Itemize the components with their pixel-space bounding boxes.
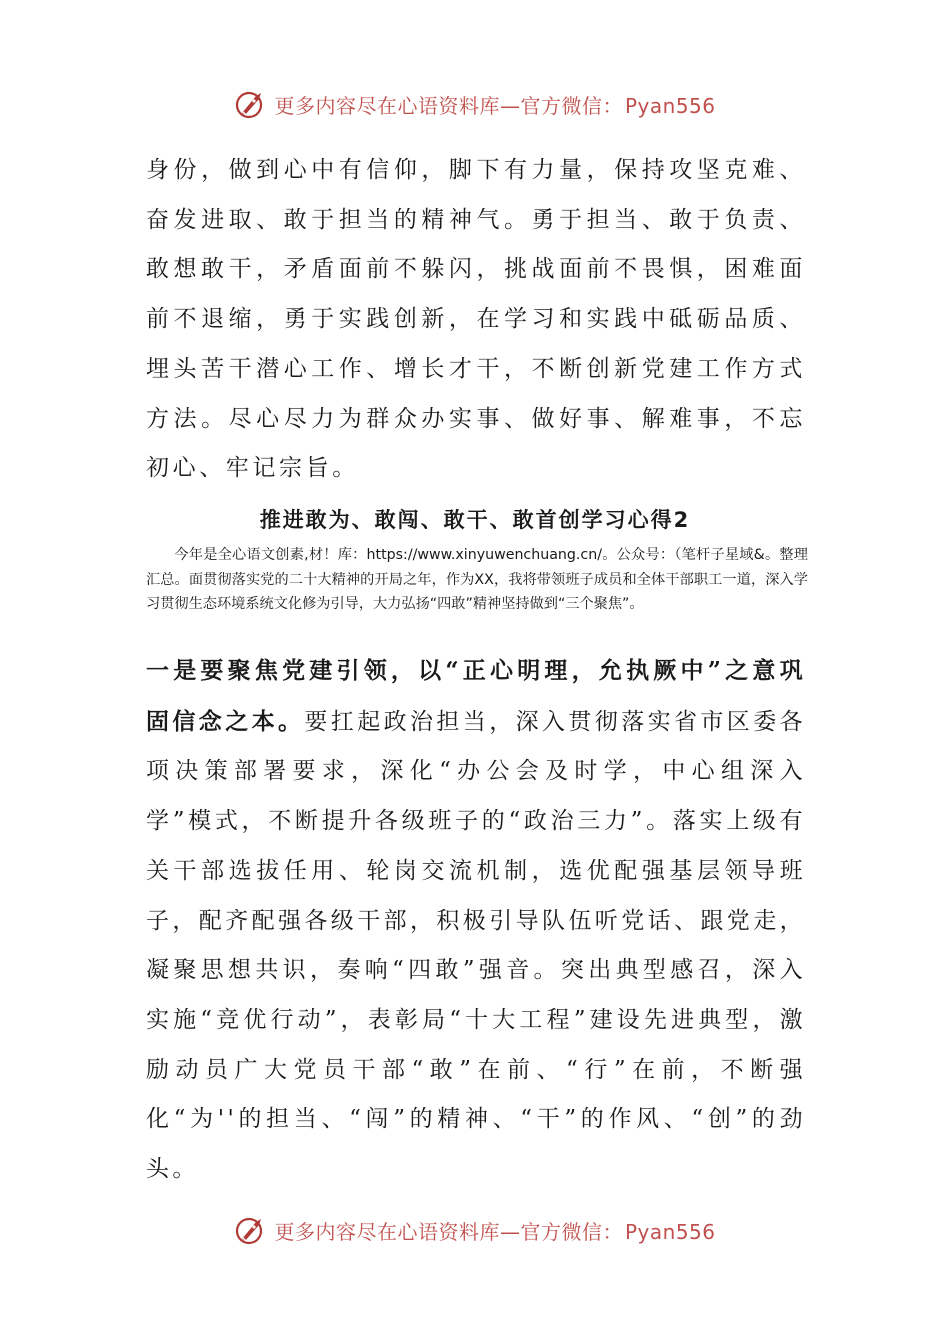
pen-nib-logo-icon (234, 1213, 268, 1247)
header-banner (0, 84, 950, 124)
pen-nib-logo-icon (234, 87, 268, 121)
intro-paragraph: 今年是全心语文创素,材！库：https://www.xinyuwenchuang.cn/。公众号：（笔杆子星域&。整理汇总。面贯彻落实党的二十大精神的开局之年，作为XX，我将带领班子成员和全体干部职工一道，深入学习贯彻生态环境系统文化修为引导，大力弘扬“四敢”精神坚持做到“三个聚焦”。 (146, 547, 808, 612)
footer-banner (0, 1210, 950, 1250)
paragraph-body: 要扛起政治担当，深入贯彻落实省市区委各项决策部署要求，深化“办公会及时学，中心组深入学”模式，不断提升各级班子的“政治三力”。落实上级有关干部选拔任用、轮岗交流机制，选优配强基层领导班子，配齐配强各级干部，积极引导队伍听党话、跟党走，凝聚思想共识，奏响“四敢”强音。突出典型感召，深入实施“竞优行动”，表彰局“十大工程”建设先进典型，激励动员广大党员干部“敢”在前、“行”在前，不断强化“为''的担当、“闯”的精神、“干”的作风、“创”的劲头。 (146, 708, 807, 1183)
body-paragraph-2 (146, 646, 806, 1195)
paragraph-lead: 一是要聚焦党建引领，以“正心明理，允执厥中”之意巩固信念之本。 (146, 657, 806, 735)
header-banner-text: 更多内容尽在心语资料库—官方微信： Pyan556 (274, 93, 716, 118)
body-paragraph-1: 身份，做到心中有信仰，脚下有力量，保持攻坚克难、奋发进取、敢于担当的精神气。勇于担当、敢于负责、敢想敢干，矛盾面前不躲闪，挑战面前不畏惧，困难面前不退缩，勇于实践创新，在学习和实践中砥砺品质、埋头苦干潜心工作、增长才干，不断创新党建工作方式方法。尽心尽力为群众办实事、做好事、解难事，不忘初心、牢记宗旨。 (146, 157, 806, 482)
section-title: 推进敢为、敢闯、敢干、敢首创学习心得2 (259, 508, 691, 532)
footer-banner-text: 更多内容尽在心语资料库—官方微信： Pyan556 (274, 1219, 716, 1244)
